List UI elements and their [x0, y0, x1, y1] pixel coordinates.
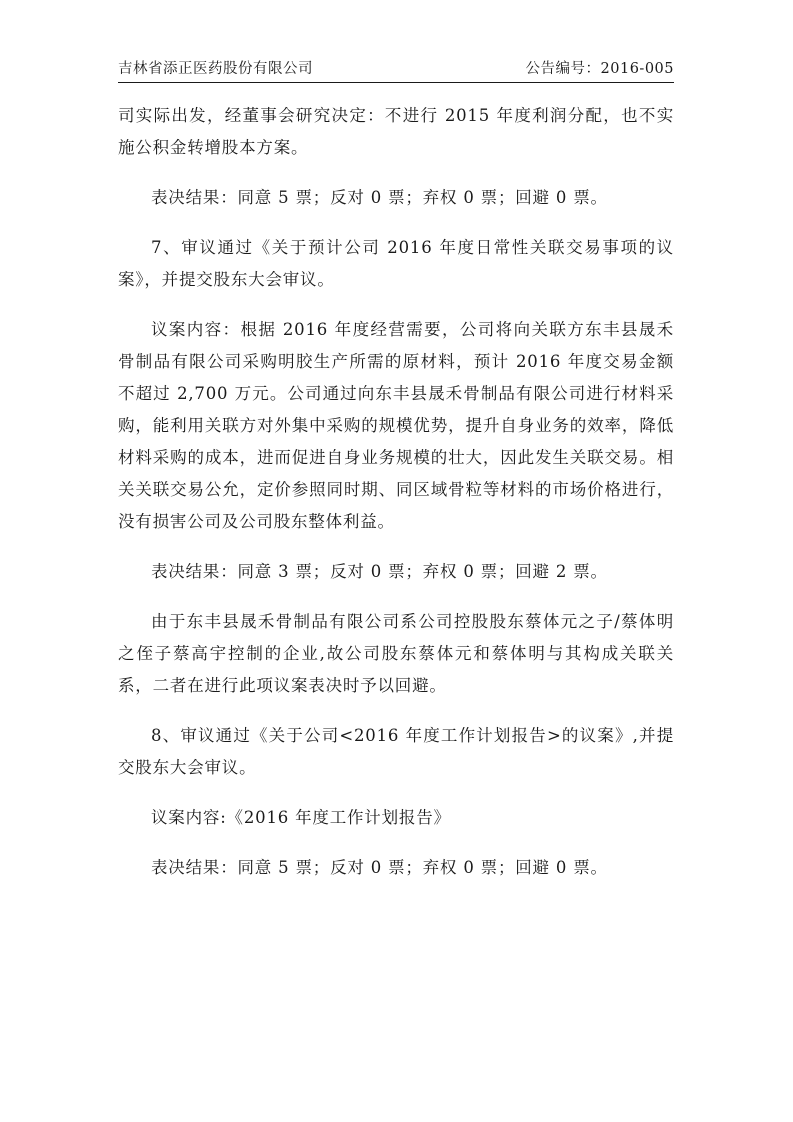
page-header — [118, 58, 674, 80]
document-body — [118, 100, 674, 902]
paragraph-continuation: 司实际出发，经董事会研究决定：不进行 2015 年度利润分配，也不实施公积金转增股本方案。 — [118, 106, 674, 157]
paragraph-recusal-note: 由于东丰县晟禾骨制品有限公司系公司控股股东蔡体元之子/蔡体明之侄子蔡高宇控制的企业,故公司股东蔡体元和蔡体明与其构成关联关系，二者在进行此项议案表决时予以回避。 — [118, 612, 674, 695]
paragraph-vote-result: 表决结果：同意 5 票；反对 0 票；弃权 0 票；回避 0 票。 — [151, 188, 608, 207]
company-name: 吉林省添正医药股份有限公司 — [118, 61, 313, 77]
paragraph-vote-result: 表决结果：同意 5 票；反对 0 票；弃权 0 票；回避 0 票。 — [151, 858, 608, 877]
paragraph-vote-result: 表决结果：同意 3 票；反对 0 票；弃权 0 票；回避 2 票。 — [151, 562, 608, 581]
header-divider — [118, 82, 674, 83]
paragraph-item-7-content: 议案内容：根据 2016 年度经营需要，公司将向关联方东丰县晟禾骨制品有限公司采购明胶生产所需的原材料，预计 2016 年度交易金额不超过 2,700 万元。公司通过向东丰县晟禾骨制品有限公司进行材料采购，能利用关联方对外集中采购的规模优势，提升自身业务的效率，降低材料采购的成本，进而促进自身业务规模的壮大，因此发生关联交易。相关关联交易公允，定价参照同时期、同区域骨粒等材料的市场价格进行，没有损害公司及公司股东整体利益。 — [118, 320, 674, 531]
paragraph-item-8-title: 8、审议通过《关于公司<2016 年度工作计划报告>的议案》,并提交股东大会审议。 — [118, 726, 674, 777]
paragraph-item-8-content: 议案内容:《2016 年度工作计划报告》 — [151, 808, 451, 827]
notice-number: 公告编号：2016-005 — [525, 61, 674, 77]
paragraph-item-7-title: 7、审议通过《关于预计公司 2016 年度日常性关联交易事项的议案》，并提交股东大会审议。 — [118, 238, 674, 289]
